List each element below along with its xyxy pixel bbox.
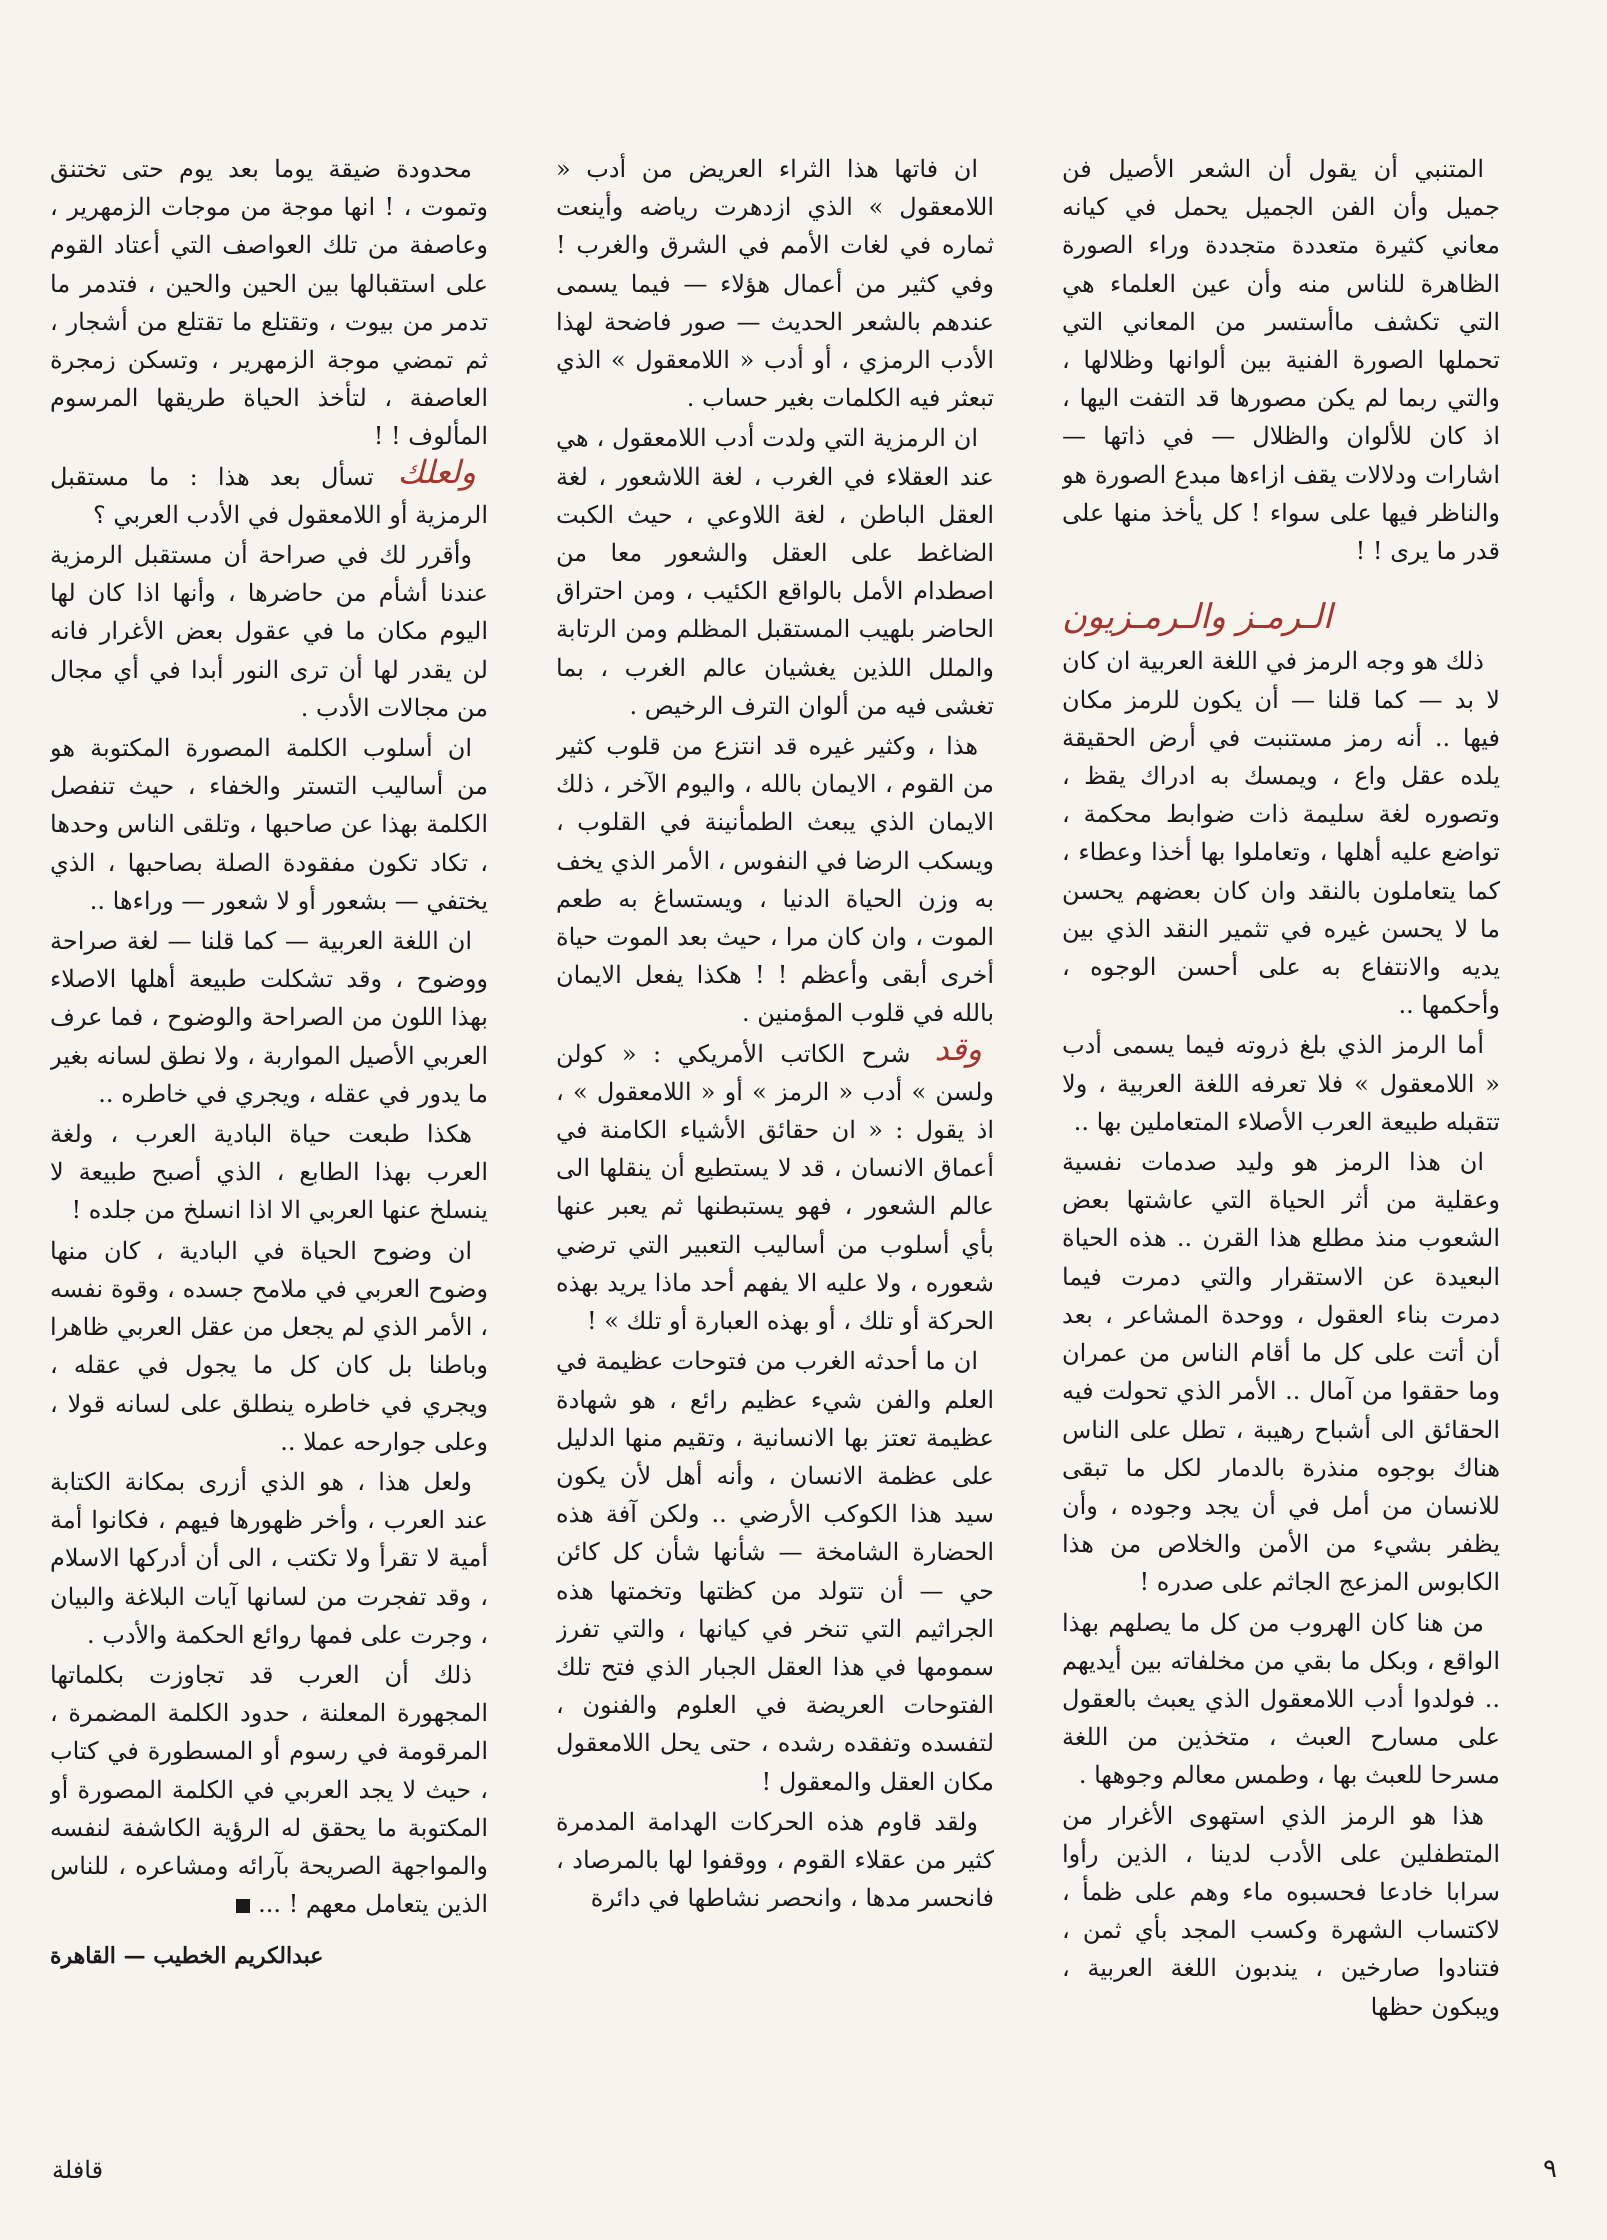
article-column-right [1062, 150, 1500, 2160]
paragraph-text: شرح الكاتب الأمريكي : « كولن ولسن » أدب « الرمز » أو « اللامعقول » ، اذ يقول : « ان حقائق الأشياء الكامنة في أعماق الانسان ، قد لا يستطيع أن ينقلها الى عالم الشعور ، فهو يستبطنها ثم يعبر عنها بأي أسلوب من أساليب التعبير التي ترضي شعوره ، ولا عليه الا يفهم أحد ماذا يريد بهذه الحركة أو تلك ، أو بهذه العبارة أو تلك » ! [556, 1039, 994, 1336]
paragraph-lead-word: وقد [934, 1029, 982, 1068]
paragraph-text: ذلك أن العرب قد تجاوزت بكلماتها المجهورة المعلنة ، حدود الكلمة المضمرة ، المرقومة في رسوم أو المسطورة في كتاب ، حيث لا يجد العربي في الكلمة المصورة أو المكتوبة ما يحقق له الرؤية الكاشفة لنفسه والمواجهة الصريحة بآرائه ومشاعره ، للناس الذين يتعامل معهم ! ... [50, 1660, 488, 1919]
paragraph-lead-word: ولعلك [397, 452, 476, 491]
paragraph: ان الرمزية التي ولدت أدب اللامعقول ، هي عند العقلاء في الغرب ، لغة اللاشعور ، لغة العقل الباطن ، لغة اللاوعي ، حيث الكبت الضاغط على العقل والشعور معا من اصطدام الأمل بالواقع الكئيب ، ومن احتراق الحاضر بلهيب المستقبل المظلم ومن الرتابة والملل اللذين يغشيان عالم الغرب ، بما تغشى فيه من ألوان الترف الرخيص . [556, 424, 994, 720]
article-column-middle [556, 150, 994, 2160]
page-number: ٩ [1543, 2154, 1557, 2184]
end-mark-icon [236, 1899, 250, 1913]
magazine-name: قافلة [52, 2156, 104, 2184]
paragraph: ان اللغة العربية — كما قلنا — لغة صراحة ووضوح ، وقد تشكلت طبيعة أهلها الاصلاء بهذا اللون من الصراحة والوضوح ، فما عرف العربي الأصيل المواربة ، ولا نطق لسانه بغير ما يدور في عقله ، ويجري في خاطره .. [50, 927, 488, 1108]
paragraph-text: تسأل بعد هذا : ما مستقبل الرمزية أو اللامعقول في الأدب العربي ؟ [50, 462, 488, 529]
paragraph: هذا هو الرمز الذي استهوى الأغرار من المتطفلين على الأدب لدينا ، الذين رأوا سرابا خادعا فحسبوه ماء وهم على ظمأ ، لاكتساب الشهرة وكسب المجد بأي ثمن ، فتنادوا صارخين ، يندبون اللغة العربية ، ويبكون حظها [1062, 1801, 1500, 2021]
paragraph: محدودة ضيقة يوما بعد يوم حتى تختنق وتموت ، ! انها موجة من موجات الزمهرير ، وعاصفة من تلك العواصف التي أعتاد القوم على استقبالها بين الحين والحين ، فتدمر ما تدمر من بيوت ، وتقتلع ما تقتلع من أشجار ، ثم تمضي موجة الزمهرير ، وتسكن زمجرة العاصفة ، لتأخذ الحياة طريقها المرسوم المألوف ! ! [50, 155, 488, 451]
paragraph: هكذا طبعت حياة البادية العرب ، ولغة العرب بهذا الطابع ، الذي أصبح طبيعة لا ينسلخ عنها العربي الا اذا انسلخ من جلده ! [50, 1120, 488, 1225]
paragraph: ذلك هو وجه الرمز في اللغة العربية ان كان لا بد — كما قلنا — أن يكون للرمز مكان فيها .. أنه رمز مستنبت في أرض الحقيقة يلده عقل واع ، ويمسك به ادراك يقظ ، وتصوره لغة سليمة ذات ضوابط محكمة ، تواضع عليه أهلها ، وتعاملوا بها أخذا وعطاء ، كما يتعاملون بالنقد وان كان بعضهم يحسن ما لا يحسن غيره في تثمير النقد الذي بين يديه والانتفاع به على أحسن الوجوه ، وأحكمها .. [1062, 647, 1500, 1020]
paragraph: ان أسلوب الكلمة المصورة المكتوبة هو من أساليب التستر والخفاء ، حيث تنفصل الكلمة بهذا عن صاحبها ، وتلقى الناس وحدها ، تكاد تكون مفقودة الصلة بصاحبها ، الذي يختفي — بشعور أو لا شعور — وراءها .. [50, 734, 488, 915]
paragraph: ولعل هذا ، هو الذي أزرى بمكانة الكتابة عند العرب ، وأخر ظهورها فيهم ، فكانوا أمة أمية لا تقرأ ولا تكتب ، الى أن أدركها الاسلام ، وقد تفجرت من لسانها آيات البلاغة والبيان ، وجرت على فمها روائع الحكمة والأدب . [50, 1467, 488, 1649]
paragraph: المتنبي أن يقول أن الشعر الأصيل فن جميل وأن الفن الجميل يحمل في كيانه معاني كثيرة متعددة متجددة وراء الصورة الظاهرة للناس منه وأن عين العلماء هي التي تكشف ماأستسر من المعاني التي تحملها الصورة الفنية بين ألوانها وظلالها ، والتي ربما لم يكن مصورها قد التفت اليها ، اذ كان للألوان والظلال — في ذاتها — اشارات ودلالات يقف ازاءها مبدع الصورة هو والناظر فيها على سواء ! كل يأخذ منها على قدر ما يرى ! ! [1062, 155, 1500, 566]
paragraph [50, 1656, 488, 1923]
paragraph: من هنا كان الهروب من كل ما يصلهم بهذا الواقع ، وبكل ما بقي من مخلفاته بين أيديهم .. فولدوا أدب اللامعقول الذي يعبث بالعقول على مسارح العبث ، متخذين من اللغة مسرحا للعبث بها ، وطمس معالم وجوهها . [1062, 1608, 1500, 1790]
paragraph: ان وضوح الحياة في البادية ، كان منها وضوح العربي في ملامح جسده ، وقوة نفسه ، الأمر الذي لم يجعل من عقل العربي ظاهرا وباطنا بل كان كل ما يجول في عقله ، ويجري في خاطره ينطلق على لسانه قولا ، وعلى جوارحه عملا .. [50, 1236, 488, 1456]
paragraph: ان فاتها هذا الثراء العريض من أدب « اللامعقول » الذي ازدهرت رياضه وأينعت ثماره في لغات الأمم في الشرق والغرب ! وفي كثير من أعمال هؤلاء — فيما يسمى عندهم بالشعر الحديث — صور فاضحة لهذا الأدب الرمزي ، أو أدب « اللامعقول » الذي تبعثر فيه الكلمات بغير حساب . [556, 155, 994, 413]
section-heading: الـرمـز والـرمـزيون [1062, 597, 1333, 638]
paragraph: ان هذا الرمز هو وليد صدمات نفسية وعقلية من أثر الحياة التي عاشتها بعض الشعوب منذ مطلع هذا القرن .. هذه الحياة البعيدة عن الاستقرار والتي دمرت فيما دمرت بناء العقول ، ووحدة المشاعر ، بعد أن أتت على كل ما أقام الناس من عمران وما حققوا من آمال .. الأمر الذي تحولت فيه الحقائق الى أشباح رهيبة ، تطل على الناس هناك بوجوه منذرة بالدمار لكل ما تبقى للانسان من أمل في أن يجد وجوده ، وأن يظفر بشيء من الأمن والخلاص من هذا الكابوس المزعج الجاثم على صدره ! [1062, 1148, 1500, 1597]
article-column-left [50, 150, 488, 2160]
paragraph: أما الرمز الذي بلغ ذروته فيما يسمى أدب « اللامعقول » فلا تعرفه اللغة العربية ، ولا تتقبله طبيعة العرب الأصلاء المتعاملين بها .. [1062, 1031, 1500, 1136]
paragraph: ولقد قاوم هذه الحركات الهدامة المدمرة كثير من عقلاء القوم ، ووقفوا لها بالمرصاد ، فانحسر مدها ، وانحصر نشاطها في دائرة [556, 1807, 994, 1913]
paragraph: هذا ، وكثير غيره قد انتزع من قلوب كثير من القوم ، الايمان بالله ، واليوم الآخر ، ذلك الايمان الذي يبعث الطمأنينة في القلوب ، ويسكب الرضا في النفوس ، الأمر الذي يخف به وزن الحياة الدنيا ، ويستساغ به طعم الموت ، وان كان مرا ، حيث بعد الموت حياة أخرى أبقى وأعظم ! ! هكذا يفعل الايمان بالله في قلوب المؤمنين . [556, 732, 994, 1028]
paragraph [556, 1029, 994, 1341]
paragraph: ان ما أحدثه الغرب من فتوحات عظيمة في العلم والفن شيء عظيم رائع ، هو شهادة عظيمة تعتز بها الانسانية ، وتقيم منها الدليل على عظمة الانسان ، وأنه أهل لأن يكون سيد هذا الكوكب الأرضي .. ولكن آفة هذه الحضارة الشامخة — شأنها شأن كل كائن حي — أن تتولد من كظتها وتخمتها هذه الجراثيم التي تنخر في كيانها ، والتي تفرز سمومها في هذا العقل الجبار الذي فتح تلك الفتوحات العريضة في العلوم والفنون ، لتفسده وتفقده رشده ، حتى يحل اللامعقول مكان العقل والمعقول ! [556, 1347, 994, 1796]
author-signature: عبدالكريم الخطيب — القاهرة [50, 1943, 324, 1970]
paragraph: وأقرر لك في صراحة أن مستقبل الرمزية عندنا أشأم من حاضرها ، وأنها اذا كان لها اليوم مكان ما في عقول بعض الأغرار فانه لن يقدر لها أن ترى النور أبدا في أي مجال من مجالات الأدب . [50, 541, 488, 722]
paragraph [50, 452, 488, 534]
